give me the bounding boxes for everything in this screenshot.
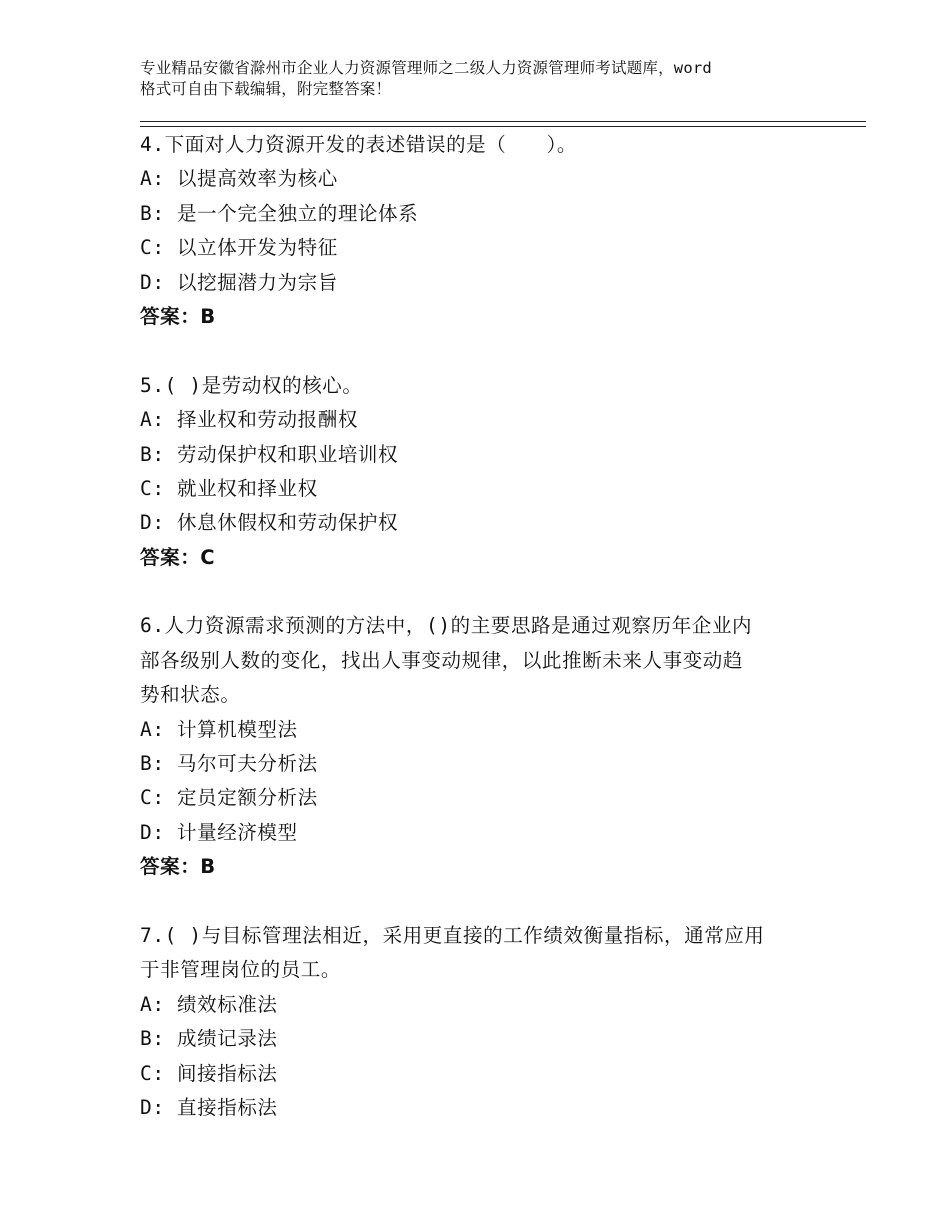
option-c: C: 以立体开发为特征: [140, 236, 338, 260]
question-text-line: 7.( )与目标管理法相近，采用更直接的工作绩效衡量指标，通常应用: [140, 923, 765, 947]
header-line-1: 专业精品安徽省滁州市企业人力资源管理师之二级人力资源管理师考试题库，word: [140, 59, 712, 77]
spacer: [140, 885, 850, 919]
question-text: [140, 128, 850, 162]
question-text-line: 4.下面对人力资源开发的表述错误的是（ ）。: [140, 133, 578, 156]
option-b: B: 是一个完全独立的理论体系: [140, 201, 419, 225]
header-rule-top: [140, 121, 866, 122]
question-text-line: 于非管理岗位的员工。: [140, 958, 342, 982]
option-a: A: 择业权和劳动报酬权: [140, 408, 358, 432]
document-header: [140, 58, 840, 100]
header-rule-bottom: [140, 126, 866, 127]
option-a: A: 计算机模型法: [140, 717, 298, 741]
option-d: D: 以挖掘潜力为宗旨: [140, 270, 338, 294]
spacer: [140, 575, 850, 609]
answer-label: 答案：C: [140, 545, 216, 569]
answer-label: 答案：B: [140, 855, 216, 879]
option-d: D: 计量经济模型: [140, 820, 298, 844]
question-text-line: 势和状态。: [140, 683, 241, 707]
question-list: [140, 128, 850, 1125]
option-a: A: 以提高效率为核心: [140, 167, 338, 191]
option-c: C: 定员定额分析法: [140, 786, 318, 810]
option-b: B: 马尔可夫分析法: [140, 752, 318, 776]
option-a: A: 绩效标准法: [140, 992, 278, 1016]
question-6: [140, 609, 850, 884]
option-d: D: 休息休假权和劳动保护权: [140, 511, 399, 535]
option-c: C: 间接指标法: [140, 1061, 278, 1085]
question-5: [140, 369, 850, 575]
option-b: B: 成绩记录法: [140, 1027, 278, 1051]
option-c: C: 就业权和择业权: [140, 476, 318, 500]
question-text-line: 部各级别人数的变化，找出人事变动规律，以此推断未来人事变动趋: [140, 648, 744, 672]
question-7: [140, 919, 850, 1125]
answer-label: 答案：B: [140, 304, 216, 328]
spacer: [140, 334, 850, 368]
question-text: [140, 369, 850, 403]
question-text-line: 6.人力资源需求预测的方法中，()的主要思路是通过观察历年企业内: [140, 614, 753, 638]
question-text: [140, 609, 850, 712]
question-4: [140, 128, 850, 334]
header-line-2: 格式可自由下载编辑，附完整答案！: [140, 80, 392, 98]
option-b: B: 劳动保护权和职业培训权: [140, 442, 399, 466]
question-text-line: 5.( )是劳动权的核心。: [140, 373, 363, 397]
option-d: D: 直接指标法: [140, 1095, 278, 1119]
question-text: [140, 919, 850, 988]
